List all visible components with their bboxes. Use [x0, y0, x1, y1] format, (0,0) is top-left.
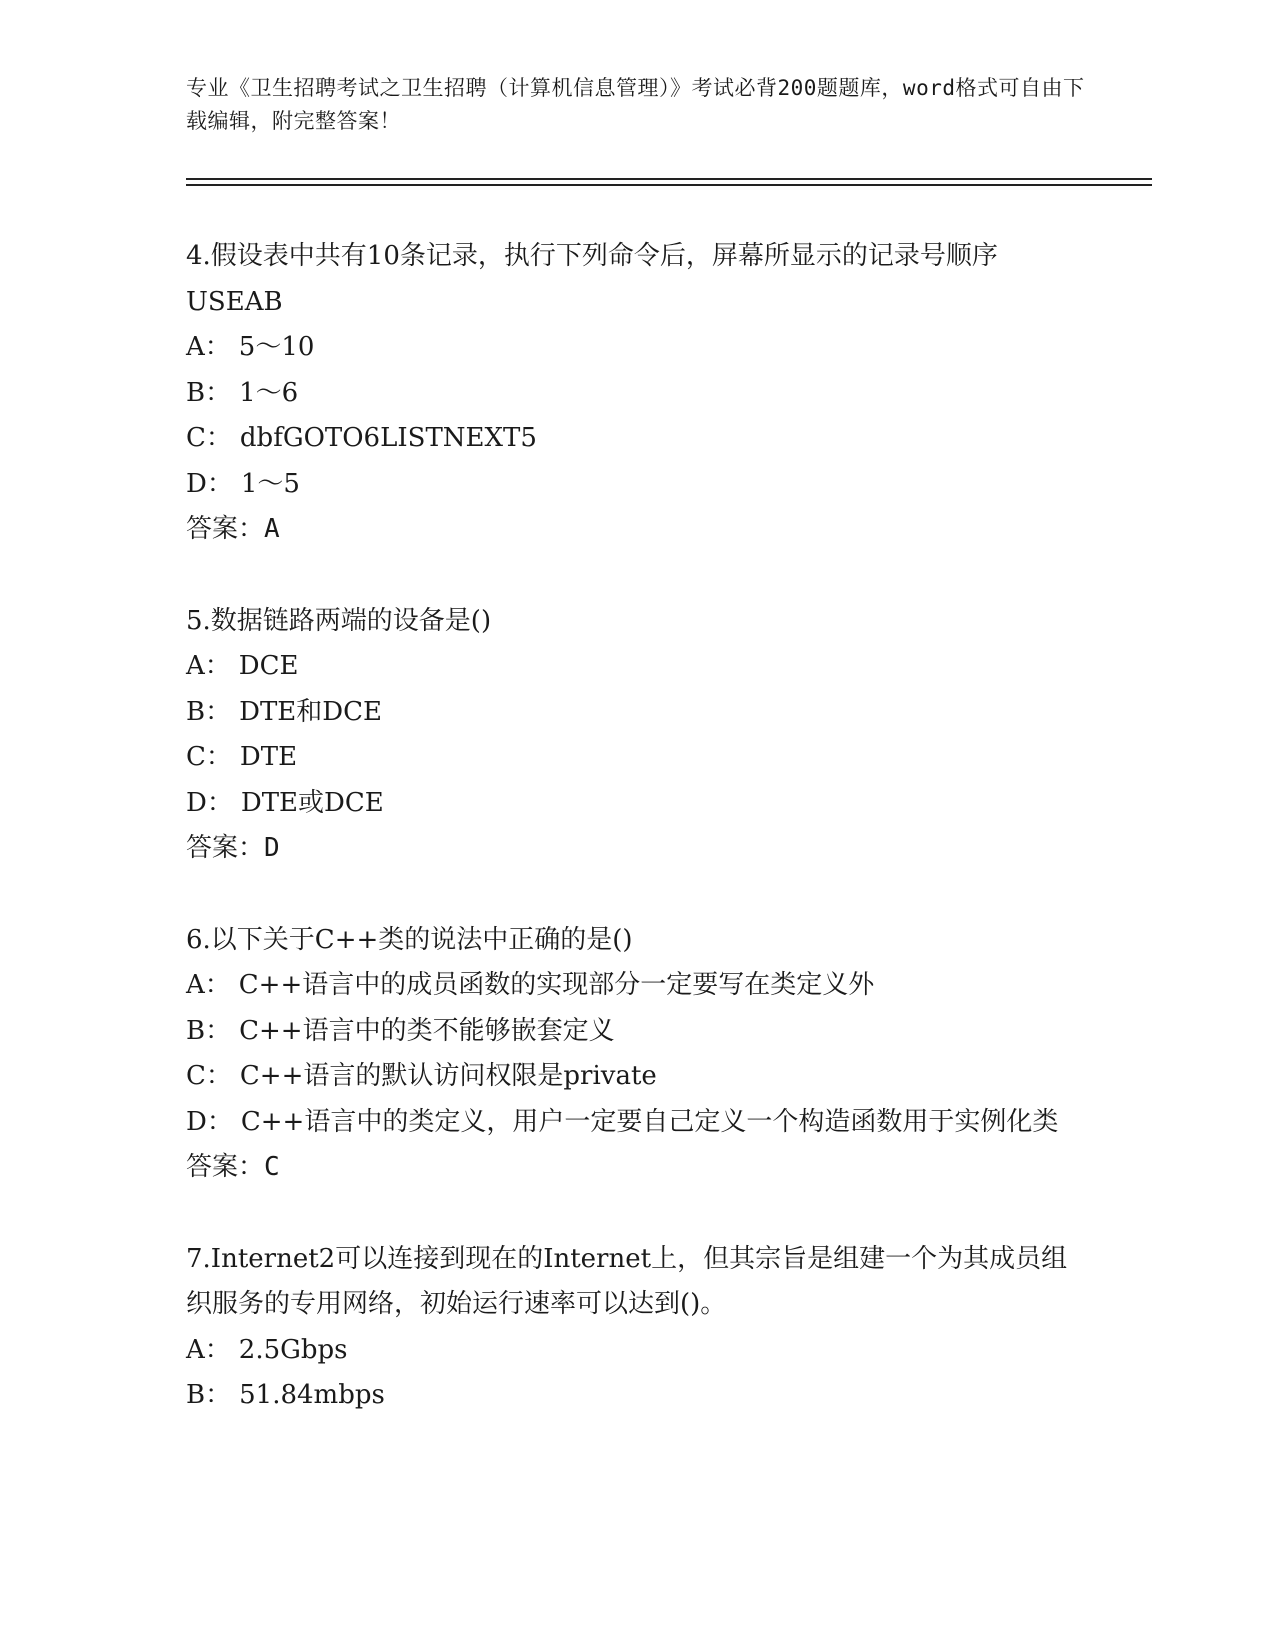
option-text: C++语言中的成员函数的实现部分一定要写在类定义外 — [238, 970, 875, 1000]
answer-line: 答案：D — [186, 833, 280, 863]
option-text: DTE或DCE — [240, 787, 384, 818]
option-text: C++语言中的类不能够嵌套定义 — [239, 1015, 615, 1046]
option-key: D： — [186, 1106, 233, 1137]
option-key: A： — [186, 1334, 231, 1365]
option-key: A： — [186, 332, 231, 362]
header-divider-top — [186, 178, 1152, 180]
option-text: 1～5 — [240, 468, 300, 499]
option-c — [186, 735, 1086, 781]
option-key: C： — [186, 742, 232, 772]
answer-line: 答案：A — [186, 514, 280, 544]
option-b — [186, 1373, 1086, 1419]
option-b — [186, 690, 1086, 736]
document-header: 专业《卫生招聘考试之卫生招聘（计算机信息管理）》考试必背200题题库，word格式可自由下载编辑，附完整答案！ — [186, 76, 1085, 133]
question-text: 4.假设表中共有10条记录，执行下列命令后，屏幕所显示的记录号顺序USEAB — [186, 241, 998, 317]
option-text: DTE和DCE — [239, 696, 382, 727]
option-key: D： — [186, 787, 233, 818]
question-text: 6.以下关于C++类的说法中正确的是() — [186, 924, 633, 955]
option-b — [186, 371, 1086, 417]
option-key: B： — [186, 377, 232, 408]
option-a — [186, 644, 1086, 690]
answer-line: 答案：C — [186, 1152, 280, 1182]
option-c — [186, 416, 1086, 462]
option-text: DCE — [238, 651, 299, 681]
question-5 — [186, 599, 1086, 872]
option-d — [186, 1100, 1086, 1146]
option-text: 1～6 — [239, 377, 299, 408]
option-text: C++语言中的类定义，用户一定要自己定义一个构造函数用于实例化类 — [240, 1106, 1059, 1137]
question-list — [186, 234, 1086, 1465]
option-text: dbfGOTO6LISTNEXT5 — [239, 423, 537, 453]
option-key: C： — [186, 1061, 232, 1091]
option-key: B： — [186, 696, 232, 727]
option-text: 2.5Gbps — [238, 1334, 348, 1365]
option-key: D： — [186, 468, 233, 499]
option-key: A： — [186, 970, 231, 1000]
question-6 — [186, 918, 1086, 1191]
question-4 — [186, 234, 1086, 553]
option-key: B： — [186, 1015, 232, 1046]
option-a — [186, 963, 1086, 1009]
option-b — [186, 1009, 1086, 1055]
option-d — [186, 462, 1086, 508]
option-text: 51.84mbps — [239, 1380, 385, 1410]
question-text: 5.数据链路两端的设备是() — [186, 605, 492, 636]
option-d — [186, 781, 1086, 827]
question-text: 7.Internet2可以连接到现在的Internet上，但其宗旨是组建一个为其成员组织服务的专用网络，初始运行速率可以达到()。 — [186, 1243, 1068, 1319]
option-key: C： — [186, 423, 232, 453]
option-a — [186, 325, 1086, 371]
option-key: B： — [186, 1380, 232, 1410]
question-7 — [186, 1237, 1086, 1419]
option-text: 5～10 — [238, 332, 315, 362]
option-c — [186, 1054, 1086, 1100]
option-text: C++语言的默认访问权限是private — [239, 1061, 657, 1091]
option-text: DTE — [239, 742, 298, 772]
header-divider-bottom — [186, 184, 1152, 186]
option-a — [186, 1328, 1086, 1374]
option-key: A： — [186, 651, 231, 681]
